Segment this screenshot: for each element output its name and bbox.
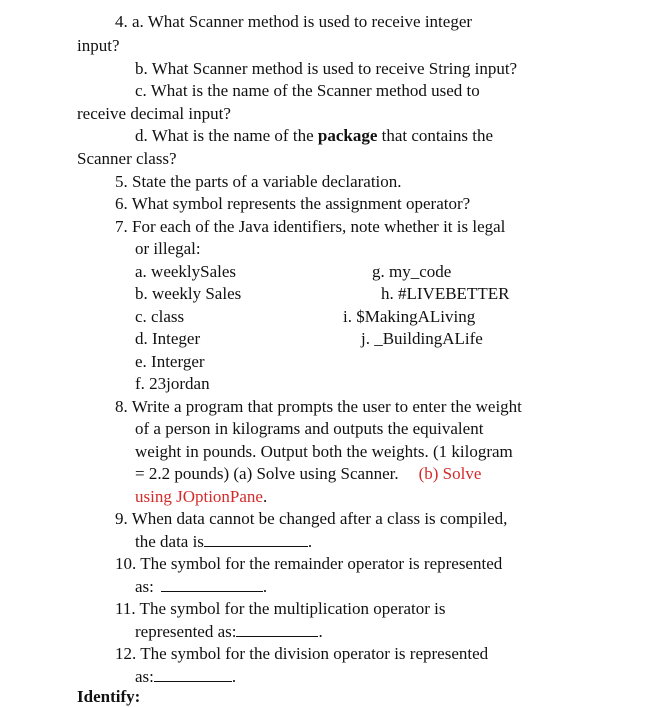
- q7-left-item: f. 23jordan: [135, 374, 210, 393]
- q12-answer-blank[interactable]: [154, 667, 232, 682]
- q9-period: .: [307, 532, 313, 551]
- q8-line5: [135, 487, 267, 507]
- q4d-suffix: that contains the: [377, 126, 494, 145]
- q7-line2: or illegal:: [135, 239, 201, 258]
- q8-line4: [135, 464, 481, 484]
- q7-left-item: a. weeklySales: [135, 262, 237, 281]
- q7-left-item: b. weekly Sales: [135, 284, 242, 303]
- q12-period: .: [231, 667, 237, 686]
- q10-answer-blank[interactable]: [161, 577, 263, 592]
- q4a-line2: input?: [77, 36, 120, 55]
- q9-text: the data is: [135, 532, 204, 551]
- q7-right-item: i. $MakingALiving: [343, 307, 476, 326]
- q12-line1: 12. The symbol for the division operator is represented: [115, 644, 489, 663]
- q7-line1: 7. For each of the Java identifiers, note whether it is legal: [115, 217, 506, 236]
- q4d-prefix: d. What is the name of the: [135, 126, 318, 145]
- q4a-line1: 4. a. What Scanner method is used to receive integer: [115, 12, 473, 31]
- q9-line1: 9. When data cannot be changed after a class is compiled,: [115, 509, 508, 528]
- q7-right-item: j. _BuildingALife: [361, 329, 483, 348]
- q8-part-b-end: using JOptionPane: [135, 487, 263, 506]
- q4c-line1: c. What is the name of the Scanner method used to: [135, 81, 480, 100]
- q4c-line2: receive decimal input?: [77, 104, 231, 123]
- q11-line1: 11. The symbol for the multiplication operator is: [115, 599, 446, 618]
- q10-line2: [135, 577, 267, 597]
- q8-line1: 8. Write a program that prompts the user to enter the weight: [115, 397, 522, 416]
- q7-right-item: g. my_code: [372, 262, 452, 281]
- q11-line2: [135, 622, 323, 642]
- q4b-line: b. What Scanner method is used to receive String input?: [135, 59, 518, 78]
- q11-text: represented as:: [135, 622, 237, 641]
- q7-left-item: d. Integer: [135, 329, 201, 348]
- q12-line2: [135, 667, 236, 687]
- q8-part-b-start: (b) Solve: [418, 464, 482, 483]
- q10-line1: 10. The symbol for the remainder operator is represented: [115, 554, 503, 573]
- q11-period: .: [318, 622, 323, 641]
- q5-line: 5. State the parts of a variable declaration.: [115, 172, 402, 191]
- q8-line2: of a person in kilograms and outputs the equivalent: [135, 419, 484, 438]
- q10-text: as:: [135, 577, 154, 596]
- q7-right-item: h. #LIVEBETTER: [381, 284, 510, 303]
- q9-line2: [135, 532, 312, 552]
- q8-part-a: = 2.2 pounds) (a) Solve using Scanner.: [135, 464, 399, 483]
- q4d-line1: [135, 126, 493, 146]
- q8-period: .: [262, 487, 268, 506]
- q4d-bold-word: package: [317, 126, 378, 145]
- identify-heading: Identify:: [77, 687, 141, 706]
- q7-left-item: e. Interger: [135, 352, 205, 371]
- q10-period: .: [262, 577, 268, 596]
- q11-answer-blank[interactable]: [236, 622, 318, 637]
- q4d-line2: Scanner class?: [77, 149, 177, 168]
- q7-left-item: c. class: [135, 307, 185, 326]
- q6-line: 6. What symbol represents the assignment operator?: [115, 194, 471, 213]
- q12-text: as:: [135, 667, 154, 686]
- q8-line3: weight in pounds. Output both the weights. (1 kilogram: [135, 442, 513, 461]
- q9-answer-blank[interactable]: [204, 532, 308, 547]
